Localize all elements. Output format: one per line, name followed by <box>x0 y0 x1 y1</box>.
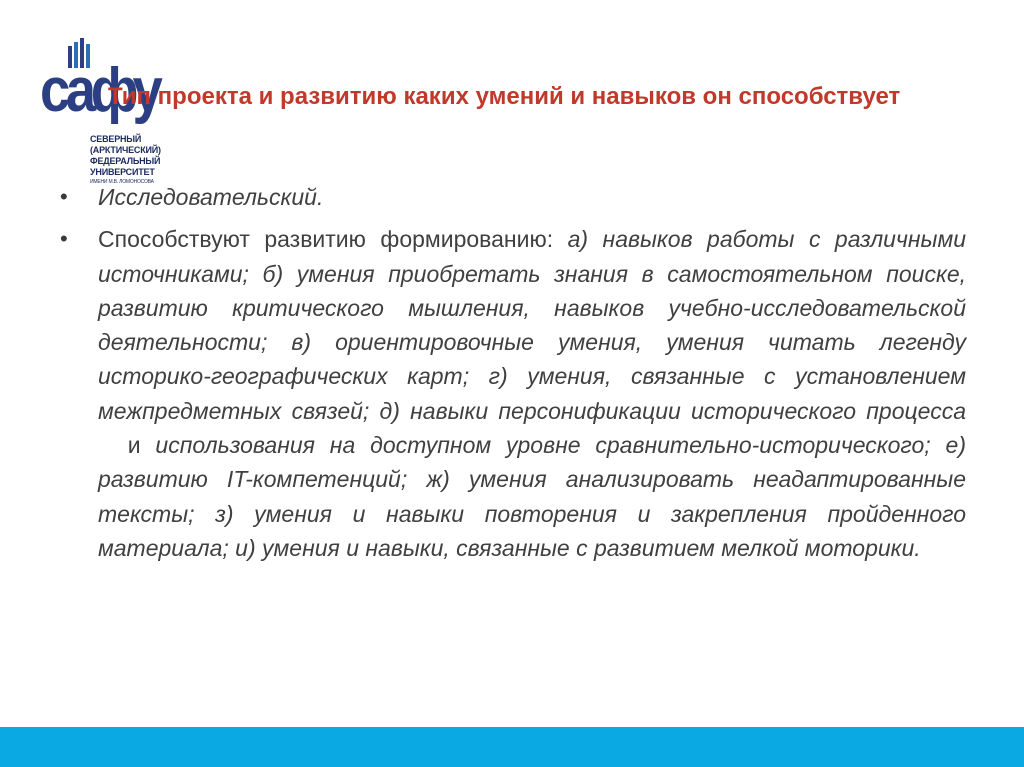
footer-bar <box>0 727 1024 767</box>
conjunction-text: и <box>98 432 156 459</box>
list-item <box>60 180 966 214</box>
bullet-icon: • <box>60 226 68 252</box>
list-item-text: Исследовательский. <box>98 184 324 210</box>
bullet-list <box>60 180 966 565</box>
skills-text-part-2: использования на доступном уровне сравнительно-исторического; е) развитию IT-компетенций; ж) умения анализировать неадаптированные тексты; з) умения и навыки повторения и закрепления пройденного материала; и) умения и навыки, связанные с развитием мелкой моторики. <box>98 432 966 561</box>
logo-wordmark: сафу <box>40 56 158 125</box>
bullet-icon: • <box>60 184 68 209</box>
skills-text-part-1: а) навыков работы с различными источниками; б) умения приобретать знания в самостоятельном поиске, развитию критического мышления, навыков учебно-исследовательской деятельности; в) ориентировочные умения, умения читать легенду историко-географических карт; г) умения, связанные с установлением межпредметных связей; д) навыки персонификации исторического процесса <box>98 226 967 424</box>
list-item-text <box>98 222 966 565</box>
university-logo <box>38 38 161 188</box>
lead-text: Способствуют развитию формированию: <box>98 226 568 253</box>
list-item <box>60 222 966 565</box>
slide-title: Тип проекта и развитию каких умений и навыков он способствует <box>108 83 901 110</box>
logo-subtitle: СЕВЕРНЫЙ (АРКТИЧЕСКИЙ) ФЕДЕРАЛЬНЫЙ УНИВЕРСИТЕТ ИМЕНИ М.В. ЛОМОНОСОВА <box>90 134 161 185</box>
